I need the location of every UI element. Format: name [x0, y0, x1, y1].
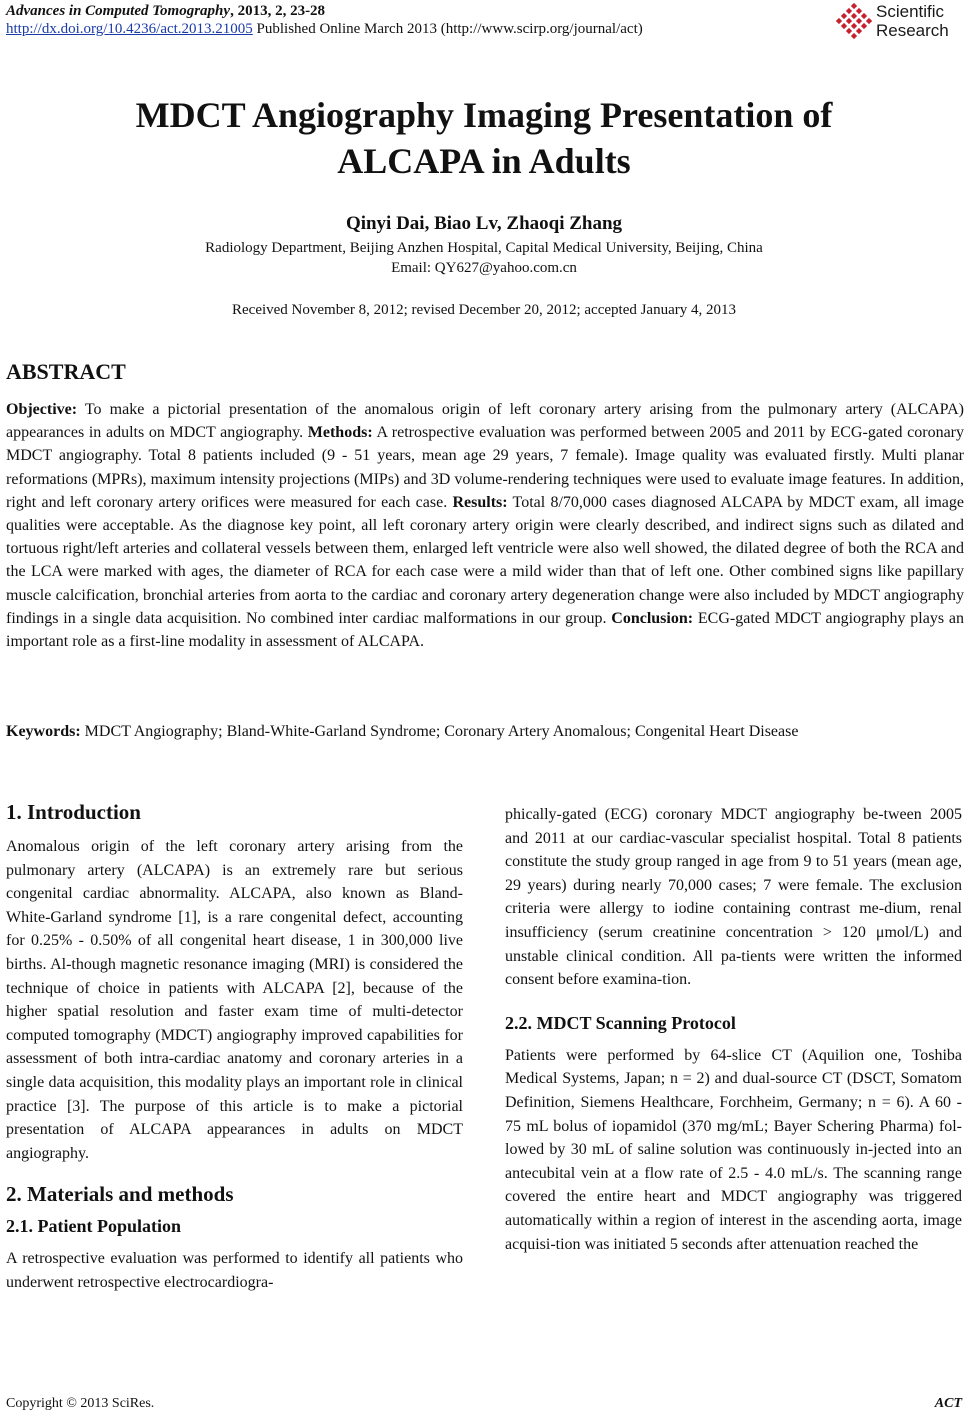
title-line-2: ALCAPA in Adults [337, 141, 631, 181]
logo-dot [851, 23, 857, 29]
logo-line-2: Research [876, 21, 949, 40]
logo-line-1: Scientific [876, 2, 945, 21]
keywords-label: Keywords: [6, 723, 81, 740]
publisher-logo [836, 2, 962, 42]
keywords [6, 720, 938, 743]
logo-dot [866, 18, 872, 24]
logo-dot [856, 8, 862, 14]
logo-dot [851, 13, 857, 19]
keywords-text: MDCT Angiography; Bland-White-Garland Syndrome; Coronary Artery Anomalous; Congenital Heart Disease [80, 723, 799, 740]
right-column [505, 803, 962, 1256]
published-info: Published Online March 2013 (http://www.scirp.org/journal/act) [252, 21, 643, 37]
patient-population-continued: phically-gated (ECG) coronary MDCT angiography be-tween 2005 and 2011 at our cardiac-vascular specialist hospital. Total 8 patients constitute the study group ranged in age from 9 to 51 years (mean age, 29 years) during nearly 70,000 cases; 7 were female. The exclusion criteria were allergy to iodine containing contrast me-dium, renal insufficiency (serum creatinine concentration > 120 μmol/L) and unstable clinical condition. All pa-tients were written the informed consent before examina-tion. [505, 806, 962, 989]
logo-dot [861, 23, 867, 29]
page-footer [6, 1396, 962, 1412]
patient-population-paragraph: A retrospective evaluation was performed to identify all patients who underwent retrospective electrocardiogra- [6, 1250, 463, 1291]
logo-dot [836, 18, 842, 24]
logo-dot [856, 18, 862, 24]
abstract-body [6, 398, 964, 653]
author-email: Email: QY627@yahoo.com.cn [391, 260, 577, 276]
scanning-protocol-paragraph: Patients were performed by 64-slice CT (Aquilion one, Toshiba Medical Systems, Japan; n = 2) and dual-source CT (DSCT, Somatom Definition, Siemens Healthcare, Forchheim, Germany; n = 6). A 60 - 75 mL bolus of iopamidol (370 mg/mL; Bayer Schering Pharma) fol-lowed by 30 mL of saline solution was continuously in-jected into an antecubital vein at a flow rate of 2.5 - 4.0 mL/s. The scanning range covered the entire heart and MDCT angiography was triggered automatically within a region of interest in the ascending aorta, image acquisi-tion was initiated 5 seconds after attenuation reached the [505, 1046, 962, 1253]
logo-dot [851, 33, 857, 39]
logo-dot [846, 8, 852, 14]
results-label: Results: [452, 493, 508, 511]
logo-dot [841, 23, 847, 29]
logo-dot [851, 3, 857, 9]
logo-mark-icon [836, 2, 872, 40]
logo-dot [846, 18, 852, 24]
conclusion-text: ECG-gated MDCT angiography plays an important role as a first-line modality in assessment of ALCAPA. [6, 609, 965, 651]
objective-text: To make a pictorial presentation of the anomalous origin of left coronary artery arising from the pulmonary artery (ALCAPA) appearances in adults on MDCT angiography. [6, 401, 964, 442]
journal-name: Advances in Computed Tomography [6, 3, 231, 19]
introduction-paragraph: Anomalous origin of the left coronary artery arising from the pulmonary artery (ALCAPA) is an extremely rare but serious congenital cardiac abnormality. ALCAPA, also known as Bland-White-Garland syndrome [1], is a rare congenital defect, accounting for 0.25% - 0.50% of all congenital heart disease, 1 in 300,000 live births. Al-though magnetic resonance imaging (MRI) is considered the technique of choice in patients with ALCAPA [2], because of the higher spatial resolution and faster exam time of multi-detector computed tomography (MDCT) angiography improved capabilities for assessment of both intra-cardiac anatomy and coronary arteries in a single data acquisition, this modality plays an important role in clinical practice [3]. The purpose of this article is to make a pictorial presentation of ALCAPA appearances in adults on MDCT angiography. [6, 838, 463, 1162]
methods-text: A retrospective evaluation was performed between 2005 and 2011 by ECG-gated coronary MDCT angiography. Total 8 patients included (9 - 51 years, mean age 29 years, 7 female). Image quality was evaluated firstly. Multi planar reformations (MPRs), maximum intensity projections (MIPs) and 3D volume-rendering techniques were used to evaluate image features. In addition, right and left coronary artery orifices were measured for each case. [6, 424, 964, 511]
logo-wordmark [876, 2, 949, 40]
logo-dot [846, 28, 852, 34]
section-heading-materials-methods: 2. Materials and methods [6, 1182, 234, 1207]
footer-journal-abbrev: ACT [934, 1396, 962, 1411]
subsection-heading-scanning-protocol: 2.2. MDCT Scanning Protocol [505, 1012, 736, 1033]
title-line-1: MDCT Angiography Imaging Presentation of [135, 95, 833, 135]
conclusion-label: Conclusion: [611, 609, 694, 627]
methods-label: Methods: [307, 424, 373, 442]
section-heading-introduction: 1. Introduction [6, 800, 141, 824]
copyright: Copyright © 2013 SciRes. [6, 1396, 155, 1411]
left-column [6, 797, 463, 1295]
results-text: Total 8/70,000 cases diagnosed ALCAPA by MDCT exam, all image qualities were acceptable. As the diagnose key point, all left coronary artery origin were clearly described, and indirect signs such as dilated and tortuous right/left arteries and collateral vessels between them, enlarged left ventricle were also well showed, the dilated degree of both the RCA and the LCA were marked with ages, the diameter of RCA for each case were a mild wider than that of left one. Other combined signs like papillary muscle calcification, bronchial arteries from aorta to the cardiac and coronary artery degeneration change were also included by MDCT angiography findings in a single data acquisition. No combined inter cardiac malformations in our group. [6, 493, 964, 627]
running-header [6, 2, 643, 38]
abstract-heading: ABSTRACT [6, 359, 126, 384]
volume-info: , 2013, 2, 23-28 [230, 3, 326, 19]
logo-dot [856, 28, 862, 34]
authors: Qinyi Dai, Biao Lv, Zhaoqi Zhang [345, 213, 623, 234]
doi-link[interactable]: http://dx.doi.org/10.4236/act.2013.21005 [6, 21, 253, 37]
received-dates: Received November 8, 2012; revised December 20, 2012; accepted January 4, 2013 [232, 302, 736, 318]
logo-dot [861, 13, 867, 19]
subsection-heading-patient-population: 2.1. Patient Population [6, 1216, 182, 1237]
paper-title [0, 92, 968, 184]
logo-dot [841, 13, 847, 19]
objective-label: Objective: [6, 401, 78, 418]
affiliation: Radiology Department, Beijing Anzhen Hospital, Capital Medical University, Beijing, China [205, 240, 763, 256]
